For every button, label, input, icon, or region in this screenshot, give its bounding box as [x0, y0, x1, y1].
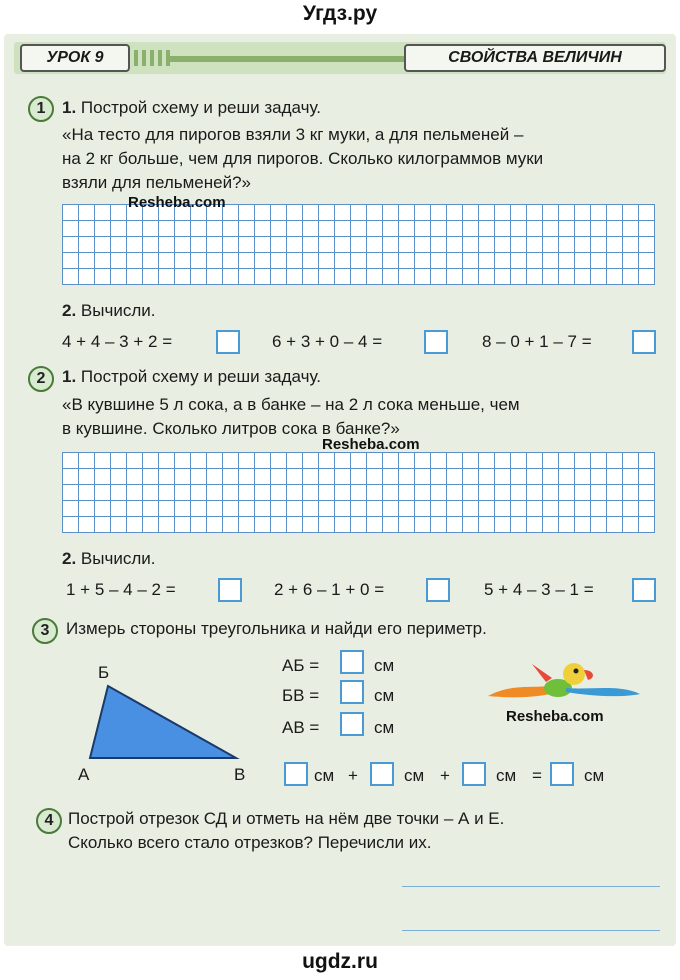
side-av-answer-box[interactable]	[340, 712, 364, 736]
task-1-part-2-num: 2.	[62, 301, 77, 320]
task-2-answer-grid[interactable]	[62, 452, 655, 533]
lesson-label: УРОК 9	[20, 44, 130, 72]
perimeter-unit-4: см	[584, 766, 605, 785]
task-1-part-2-heading	[62, 300, 155, 322]
perimeter-unit-3: см	[496, 766, 517, 785]
answer-line-2[interactable]	[402, 930, 660, 931]
task-1-expression-3: 8 – 0 + 1 – 7 =	[482, 332, 592, 351]
task-2-expression-1: 1 + 5 – 4 – 2 =	[66, 580, 176, 599]
task-2-part-1-heading	[62, 366, 321, 388]
perimeter-equals: =	[532, 766, 542, 785]
task-1-part-1-heading	[62, 97, 321, 119]
perimeter-box-3[interactable]	[462, 762, 486, 786]
perimeter-box-2[interactable]	[370, 762, 394, 786]
answer-line-1[interactable]	[402, 886, 660, 887]
perimeter-unit-2: см	[404, 766, 425, 785]
task-4-line-1: Построй отрезок СД и отметь на нём две точки – А и Е.	[68, 809, 505, 828]
task-1-answer-box-3[interactable]	[632, 330, 656, 354]
triangle-figure	[80, 680, 250, 764]
site-title-bottom[interactable]: ugdz.ru	[302, 950, 378, 973]
task-1-problem-line-2: на 2 кг больше, чем для пирогов. Сколько килограммов муки	[62, 149, 544, 168]
perimeter-unit-1: см	[314, 766, 335, 785]
task-2-problem-line-2: в кувшине. Сколько литров сока в банке?»	[62, 419, 400, 438]
task-2-part-2-heading	[62, 548, 155, 570]
watermark: Resheba.com	[322, 436, 420, 453]
perimeter-box-1[interactable]	[284, 762, 308, 786]
vertex-a-label: А	[78, 765, 90, 784]
perimeter-plus-1: +	[348, 766, 358, 785]
task-2-answer-box-1[interactable]	[218, 578, 242, 602]
task-2-number: 2	[28, 366, 54, 392]
task-2-expression-2: 2 + 6 – 1 + 0 =	[274, 580, 385, 599]
perimeter-plus-2: +	[440, 766, 450, 785]
watermark: Resheba.com	[128, 194, 226, 211]
task-1-problem-line-3: взяли для пельменей?»	[62, 173, 252, 192]
task-2-problem-line-1: «В кувшине 5 л сока, а в банке – на 2 л сока меньше, чем	[62, 395, 520, 414]
task-2-part-2-num: 2.	[62, 549, 77, 568]
header-stripes	[134, 50, 170, 66]
task-1-number: 1	[28, 96, 54, 122]
triangle-shape	[90, 686, 236, 758]
task-4-line-2: Сколько всего стало отрезков? Перечисли их.	[68, 833, 432, 852]
task-4-number: 4	[36, 808, 62, 834]
parrot-illustration	[480, 654, 650, 714]
topic-label: СВОЙСТВА ВЕЛИЧИН	[404, 44, 666, 72]
header-line	[170, 56, 404, 62]
task-1-expression-1: 4 + 4 – 3 + 2 =	[62, 332, 173, 351]
task-1-part-1-num: 1.	[62, 98, 77, 117]
side-ab-label: АБ =	[282, 656, 320, 675]
task-2-part-1-title: Построй схему и реши задачу.	[80, 367, 321, 386]
task-1-expression-2: 6 + 3 + 0 – 4 =	[272, 332, 383, 351]
site-title-top[interactable]: Угдз.ру	[302, 2, 378, 25]
task-2-answer-box-3[interactable]	[632, 578, 656, 602]
side-av-unit: см	[374, 718, 395, 737]
side-ab-answer-box[interactable]	[340, 650, 364, 674]
task-3-number: 3	[32, 618, 58, 644]
perimeter-result-box[interactable]	[550, 762, 574, 786]
side-ab-unit: см	[374, 656, 395, 675]
task-1-problem-line-1: «На тесто для пирогов взяли 3 кг муки, а для пельменей –	[62, 125, 524, 144]
task-2-part-2-title: Вычисли.	[80, 549, 156, 568]
task-1-answer-box-2[interactable]	[424, 330, 448, 354]
task-2-expression-3: 5 + 4 – 3 – 1 =	[484, 580, 594, 599]
task-1-answer-box-1[interactable]	[216, 330, 240, 354]
side-bv-answer-box[interactable]	[340, 680, 364, 704]
task-1-part-1-title: Построй схему и реши задачу.	[80, 98, 321, 117]
task-1-answer-grid[interactable]	[62, 204, 655, 285]
watermark: Resheba.com	[506, 708, 604, 725]
task-1-part-2-title: Вычисли.	[80, 301, 156, 320]
task-3-title: Измерь стороны треугольника и найди его периметр.	[66, 619, 487, 638]
vertex-b-label: Б	[98, 663, 110, 682]
side-bv-label: БВ =	[282, 686, 320, 705]
task-2-part-1-num: 1.	[62, 367, 77, 386]
task-2-answer-box-2[interactable]	[426, 578, 450, 602]
side-bv-unit: см	[374, 686, 395, 705]
side-av-label: АВ =	[282, 718, 320, 737]
vertex-v-label: В	[234, 765, 246, 784]
